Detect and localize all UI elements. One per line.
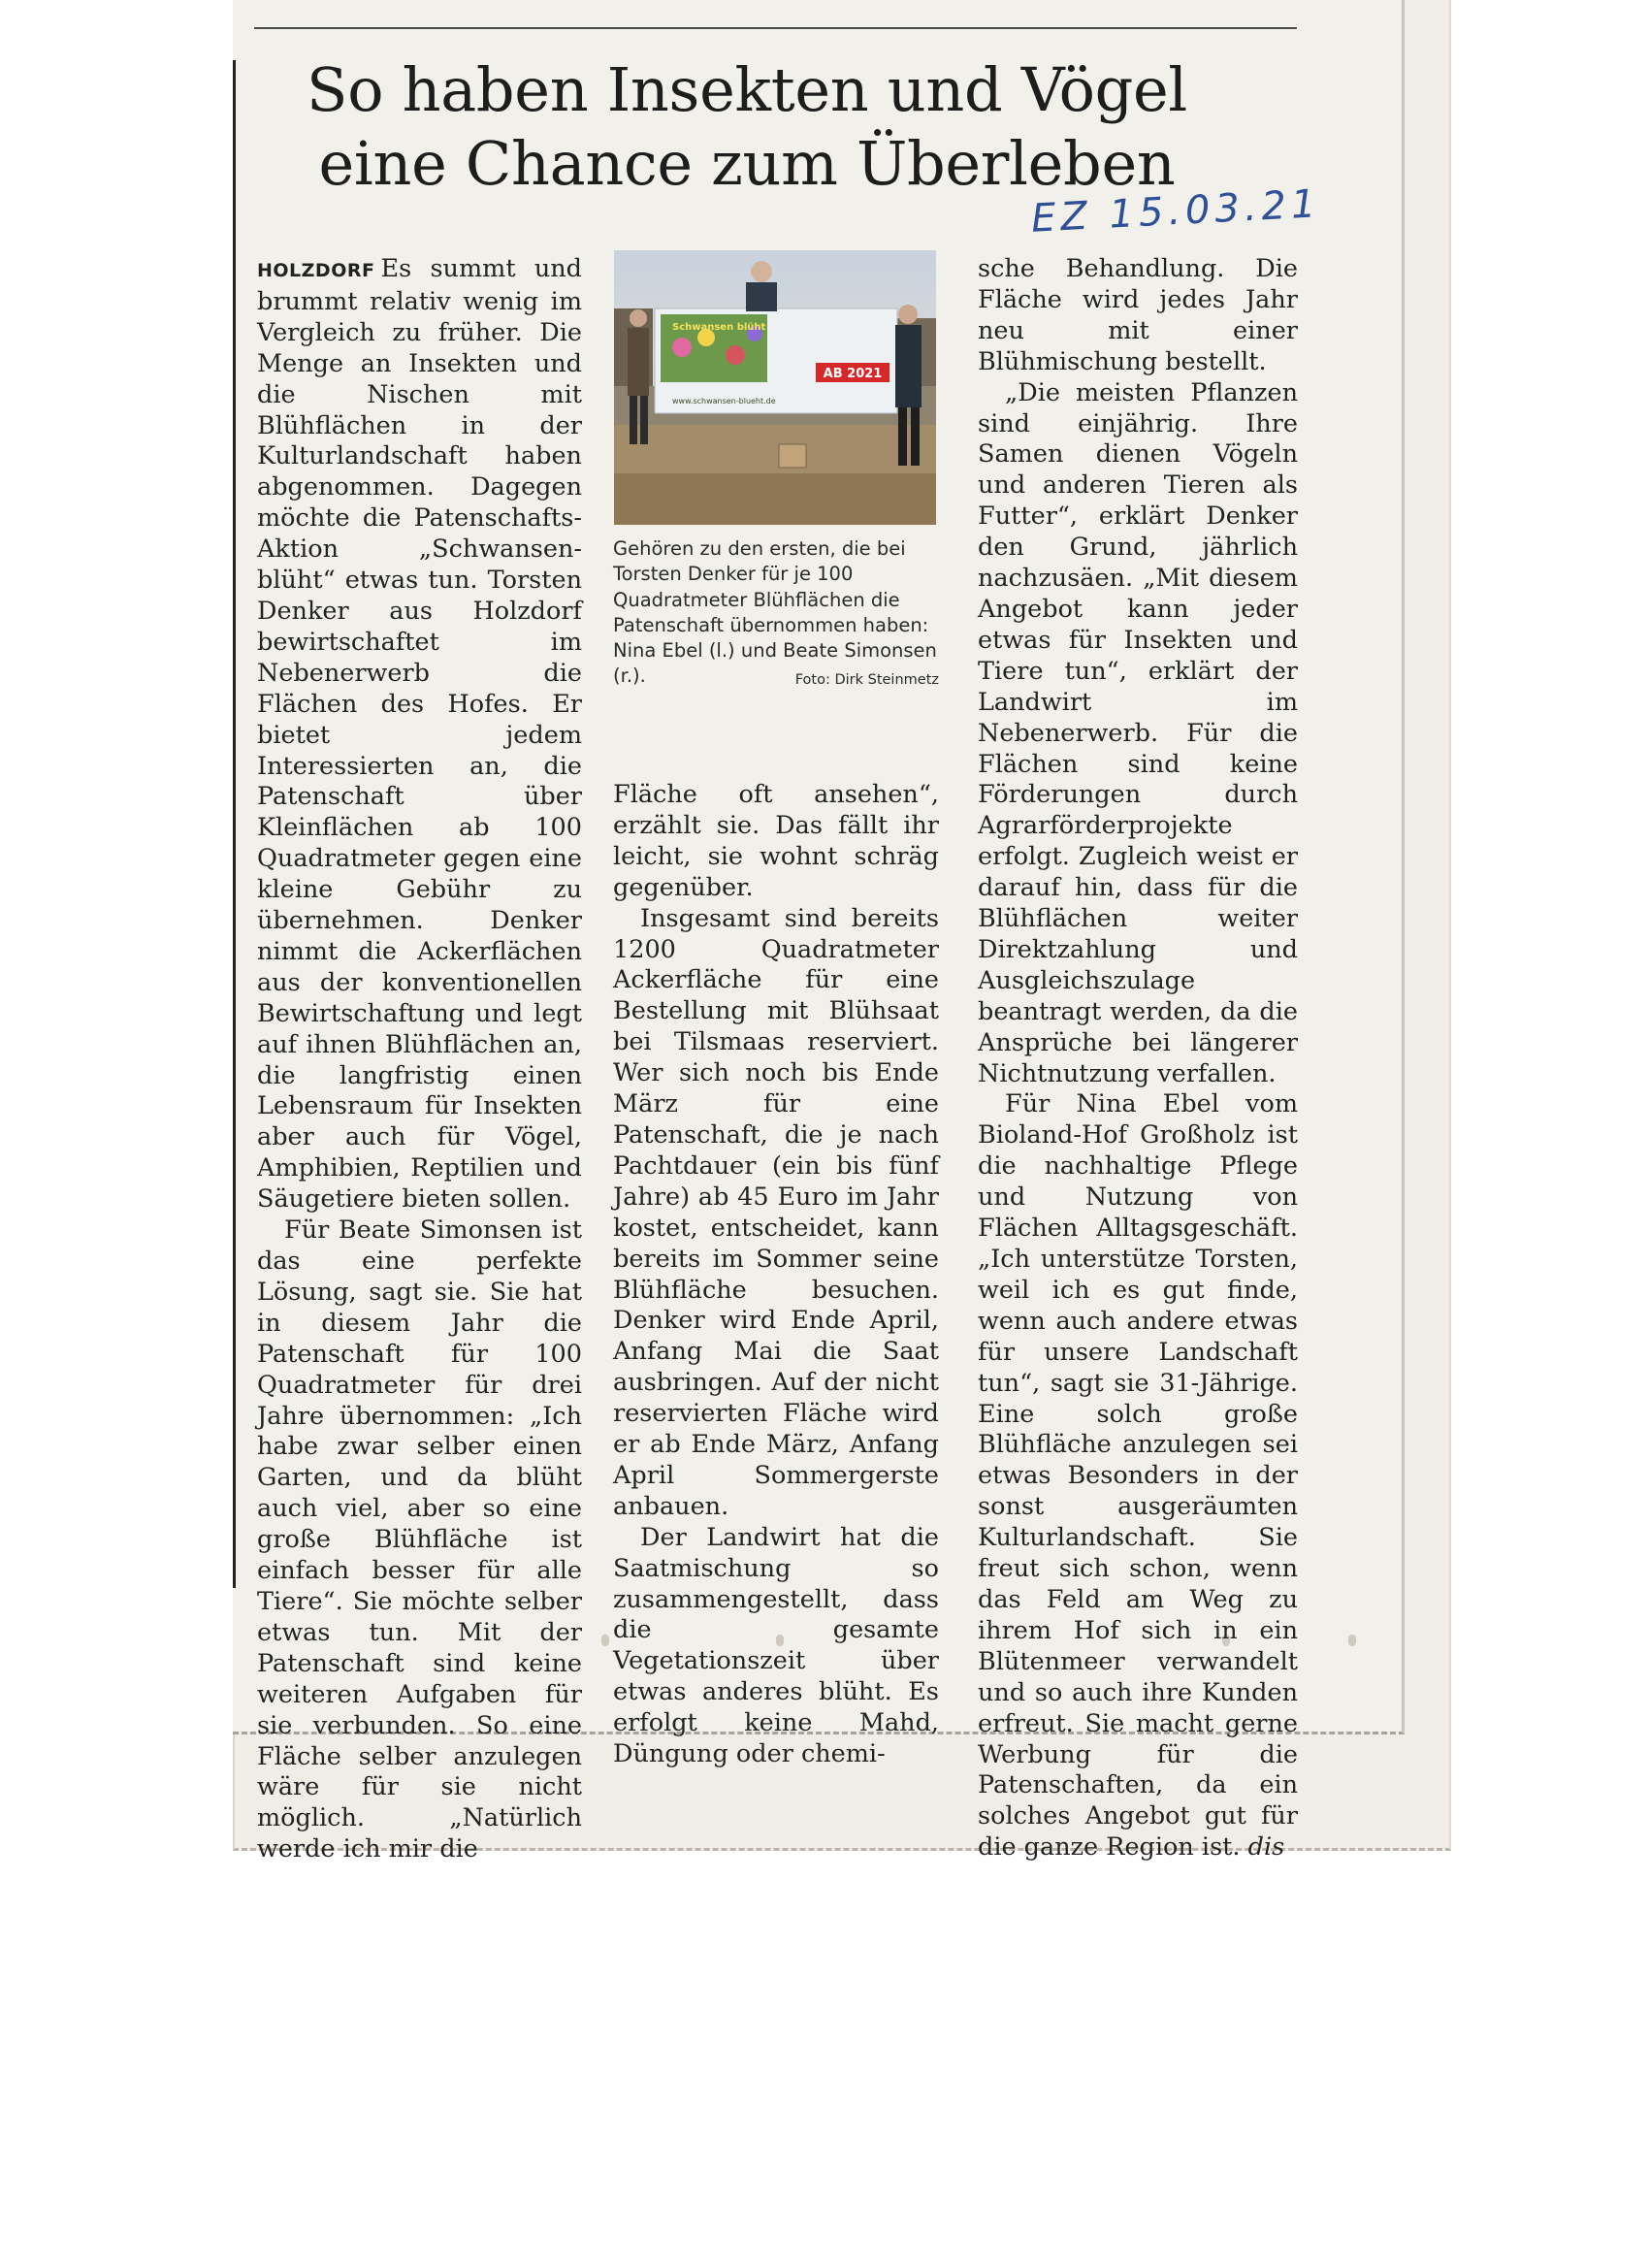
photo-credit: Foto: Dirk Steinmetz: [794, 672, 939, 689]
paragraph: sche Behandlung. Die Fläche wird jedes Jahr neu mit einer Blühmischung bestellt.: [978, 254, 1298, 376]
paragraph: Für Beate Simonsen ist das eine perfekte Lösung, sagt sie. Sie hat in diesem Jahr die Patenschaft für 100 Quadratmeter für drei Jahre übernommen: „Ich habe zwar selber einen Garten, und da blüht auch viel, aber so eine große Blühfläche ist einfach besser für alle Tiere“. Sie möchte selber etwas tun. Mit der Patenschaft sind keine weiteren Aufgaben für sie verbunden. So eine Fläche selber anzulegen wäre für sie nicht möglich. „Natürlich werde ich mir die: [257, 1215, 582, 1864]
dateline: HOLZDORF: [257, 260, 375, 281]
photo-illustration: [614, 250, 936, 525]
headline-line-1: So haben Insekten und Vögel: [307, 54, 1187, 125]
caption-text: Gehören zu den ersten, die bei Torsten Denker für je 100 Quadratmeter Blühflächen die Patenschaft übernommen haben: Nina Ebel (l.) und Beate Simonsen (r.).: [613, 537, 937, 688]
headline-line-2: eine Chance zum Überleben: [318, 128, 1176, 199]
banner-title: Schwansen blüht: [672, 322, 766, 333]
top-rule: [254, 27, 1297, 29]
paragraph: „Die meisten Pflanzen sind einjährig. Ihre Samen dienen Vögeln und anderen Tieren als Futter“, erklärt Denker den Grund, jährlich nachzusäen. „Mit diesem Angebot kann jeder etwas für Insekten und Tiere tun“, erklärt der Landwirt im Nebenerwerb. Für die Flächen sind keine Förderungen durch Agrarförderprojekte erfolgt. Zugleich weist er darauf hin, dass für die Blühflächen weiter Direktzahlung und Ausgleichszulage beantragt werden, da die Ansprüche bei längerer Nichtnutzung verfallen.: [978, 377, 1298, 1088]
article-column-1: [257, 254, 582, 1865]
banner-sign: [655, 308, 897, 413]
paragraph: Fläche oft ansehen“, erzählt sie. Das fällt ihr leicht, sie wohnt schräg gegenüber.: [613, 780, 939, 902]
paragraph: Für Nina Ebel vom Bioland-Hof Großholz ist die nachhaltige Pflege und Nutzung von Flächen Alltagsgeschäft. „Ich unterstütze Torsten, weil ich es gut finde, wenn auch andere etwas für unsere Landschaft tun“, sagt sie 31-Jährige. Eine solch große Blühfläche anzulegen sei etwas Besonders in der sonst ausgeräumten Kulturlandschaft. Sie freut sich schon, wenn das Feld am Weg zu ihrem Hof sich in ein Blütenmeer verwandelt und so auch ihre Kunden erfreut. Sie macht gerne Werbung für die Patenschaften, da ein solches Angebot gut für die ganze Region ist.: [978, 1089, 1298, 1863]
article-headline: [262, 53, 1232, 201]
paragraph: Insgesamt sind bereits 1200 Quadratmeter Ackerfläche für eine Bestellung mit Blühsaat bei Tilsmaas reserviert. Wer sich noch bis Ende März für eine Patenschaft, die je nach Pachtdauer (ein bis fünf Jahre) ab 45 Euro im Jahr kostet, entscheidet, kann bereits im Sommer seine Blühfläche besuchen. Denker wird Ende April, Anfang Mai die Saat ausbringen. Auf der nicht reservierten Fläche wird er ab Ende März, Anfang April Sommergerste anbauen.: [613, 903, 939, 1521]
paragraph: Der Landwirt hat die Saatmischung so zusammengestellt, dass die gesamte Vegetationszeit über etwas anderes blüht. Es erfolgt keine Mahd, Düngung oder chemi-: [613, 1522, 939, 1769]
banner-badge: AB 2021: [823, 367, 883, 381]
article-column-3: [978, 254, 1298, 1863]
author-signature: dis: [1247, 1832, 1285, 1863]
photo-caption: [613, 536, 939, 694]
left-column-rule: [233, 60, 236, 1588]
article-column-2: [613, 780, 939, 1770]
handwritten-date-note: EZ 15.03.21: [1030, 181, 1322, 242]
article-photo: [614, 250, 936, 525]
paragraph: Es summt und brummt relativ wenig im Vergleich zu früher. Die Menge an Insekten und die Nischen mit Blühflächen in der Kulturlandschaft haben abgenommen. Dagegen möchte die Patenschafts-Aktion „Schwansen-blüht“ etwas tun. Torsten Denker aus Holzdorf bewirtschaftet im Nebenerwerb die Flächen des Hofes. Er bietet jedem Interessierten an, die Patenschaft über Kleinflächen ab 100 Quadratmeter gegen eine kleine Gebühr zu übernehmen. Denker nimmt die Ackerflächen aus der konventionellen Bewirtschaftung und legt auf ihnen Blühflächen an, die langfristig einen Lebensraum für Insekten aber auch für Vögel, Amphibien, Reptilien und Säugetiere bieten sollen.: [257, 254, 582, 1215]
banner-url: www.schwansen-blueht.de: [672, 397, 776, 405]
